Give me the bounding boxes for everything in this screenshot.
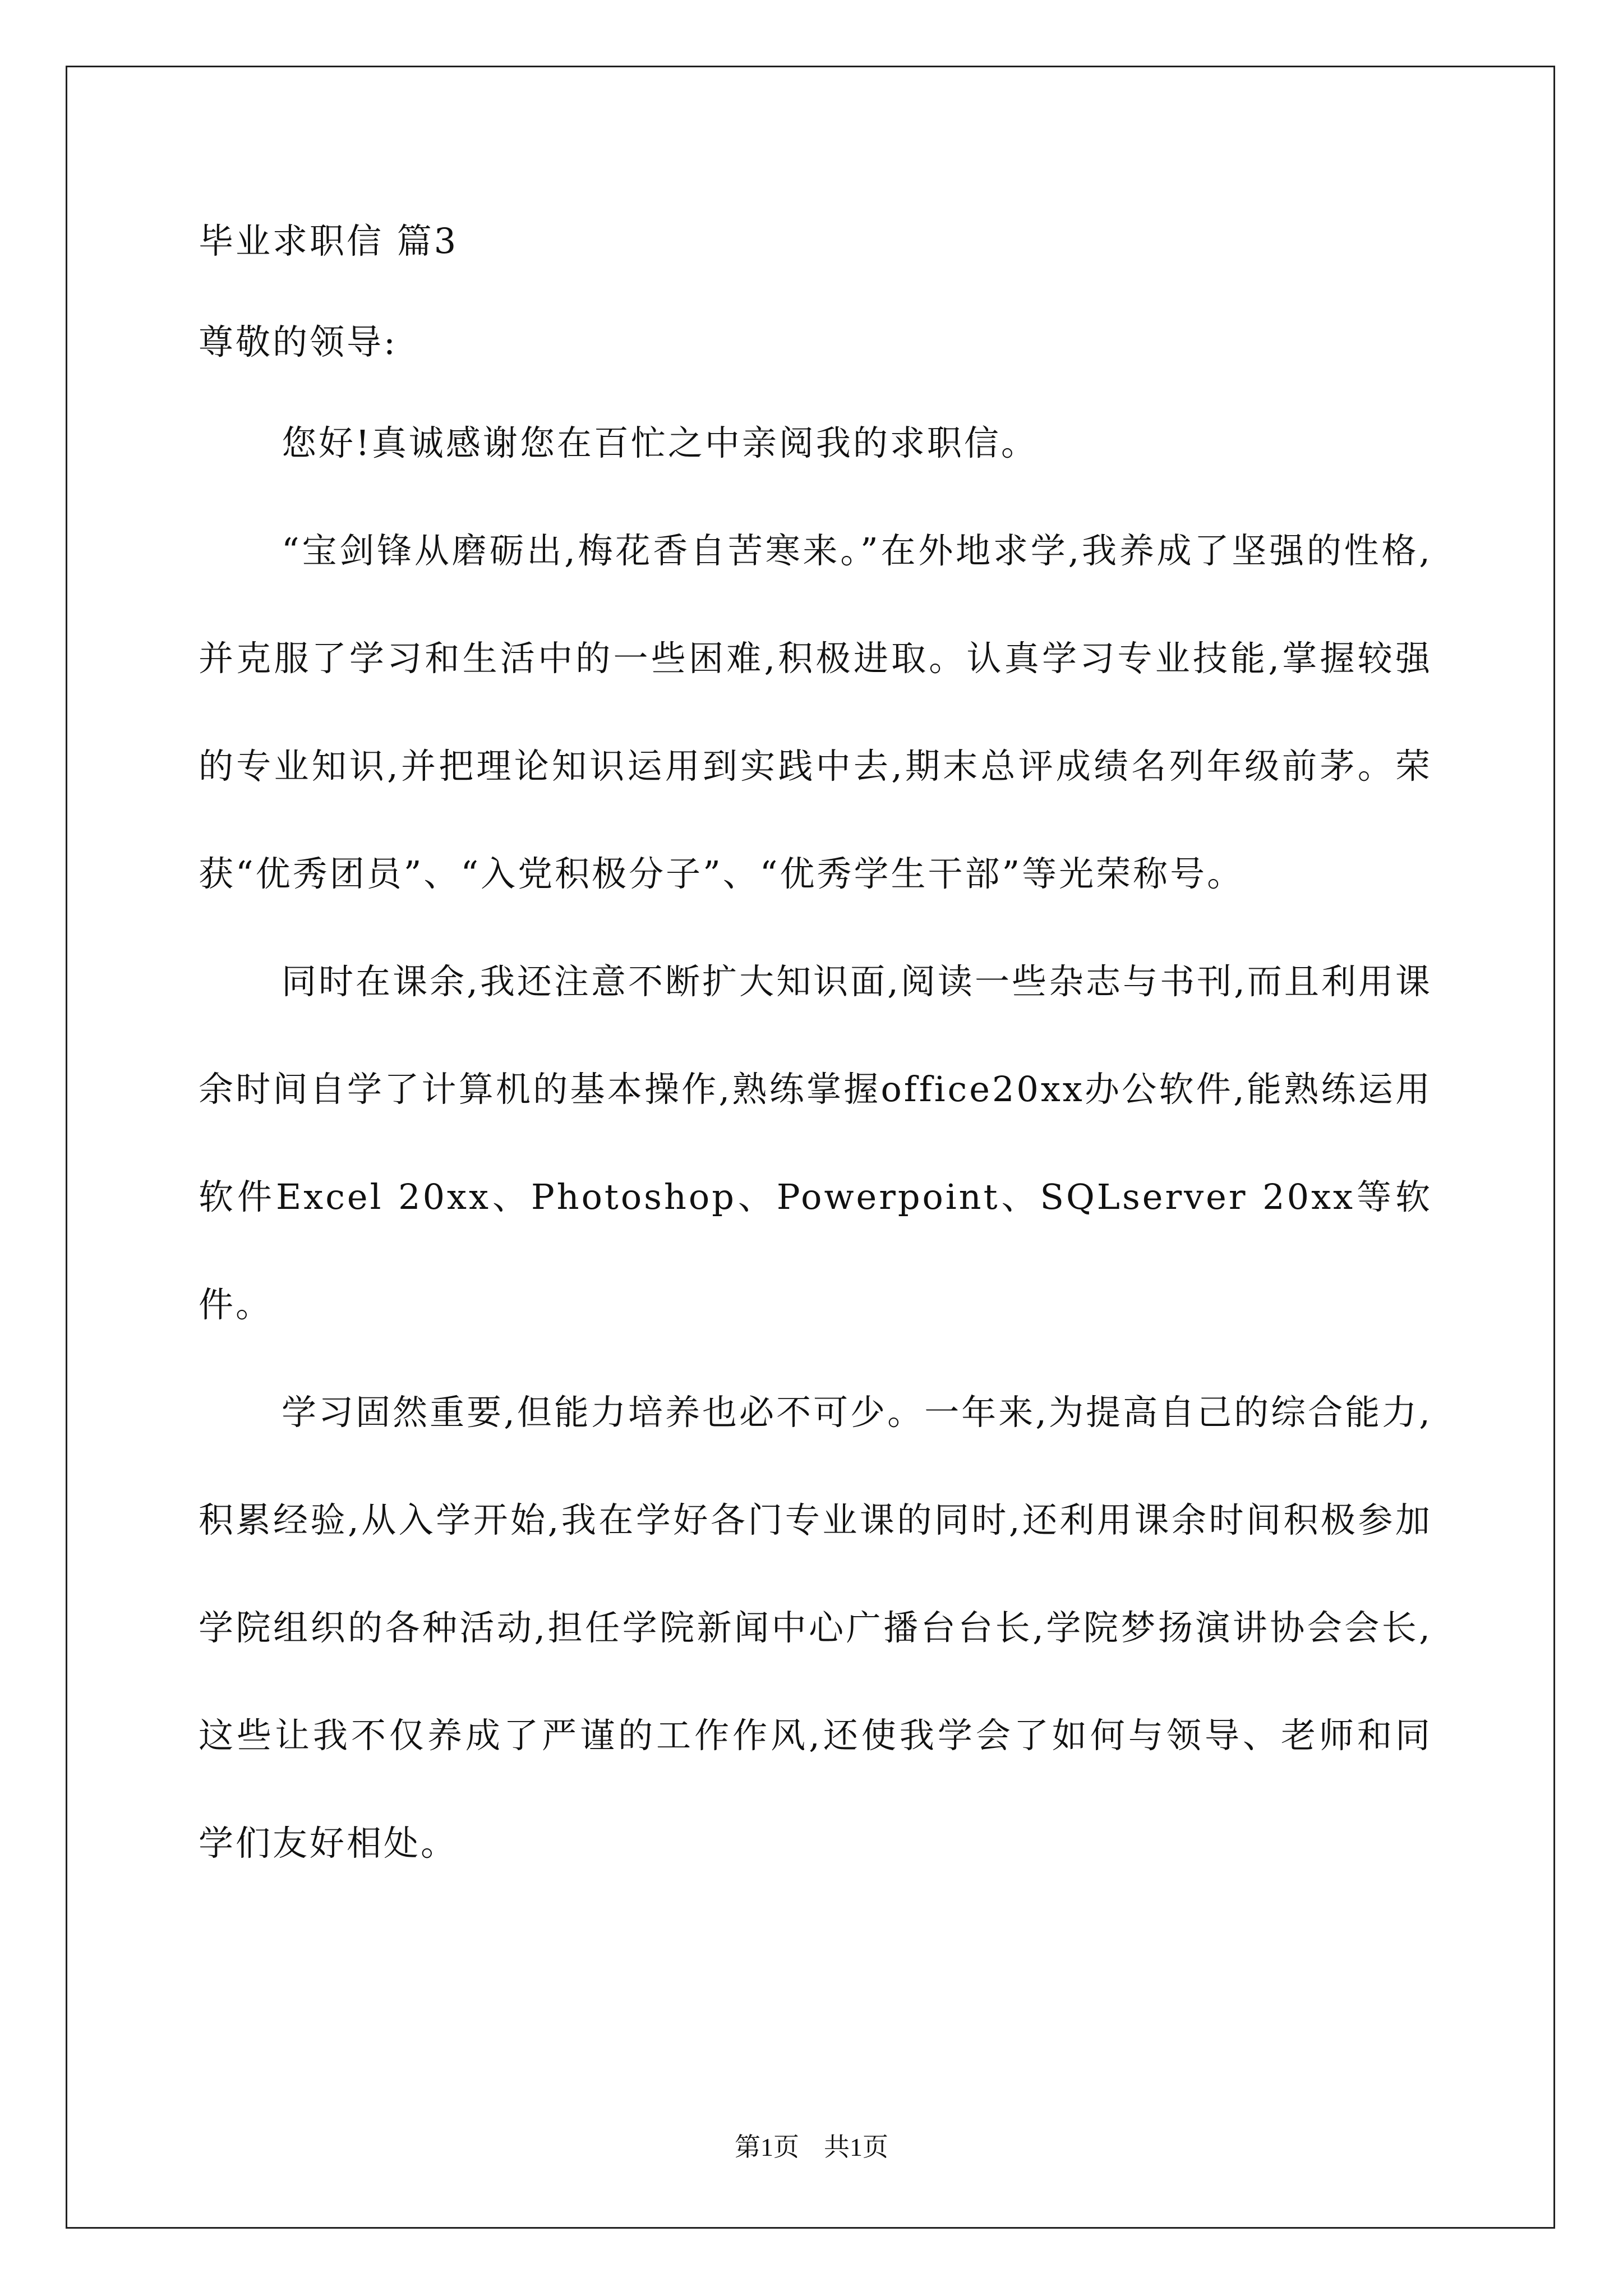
page-footer: [0, 2131, 1623, 2164]
letter-body: [199, 219, 1432, 1897]
page-number: 第1页: [735, 2133, 799, 2161]
page-total: 共1页: [824, 2133, 888, 2161]
document-title: 毕业求职信 篇3: [199, 220, 459, 261]
salutation: 尊敬的领导:: [199, 321, 398, 362]
paragraph-skills: 同时在课余,我还注意不断扩大知识面,阅读一些杂志与书刊,而且利用课余时间自学了计算机的基本操作,熟练掌握office20xx办公软件,能熟练运用软件Excel 20xx、Photoshop、Powerpoint、SQLserver 20xx等软件。: [199, 961, 1432, 1325]
paragraph-study: “宝剑锋从磨砺出,梅花香自苦寒来。”在外地求学,我养成了坚强的性格,并克服了学习和生活中的一些困难,积极进取。认真学习专业技能,掌握较强的专业知识,并把理论知识运用到实践中去,期末总评成绩名列年级前茅。荣获“优秀团员”、“入党积极分子”、“优秀学生干部”等光荣称号。: [199, 530, 1432, 894]
paragraph-greeting: 您好!真诚感谢您在百忙之中亲阅我的求职信。: [282, 422, 1038, 463]
paragraph-activities: 学习固然重要,但能力培养也必不可少。一年来,为提高自己的综合能力,积累经验,从入学开始,我在学好各门专业课的同时,还利用课余时间积极参加学院组织的各种活动,担任学院新闻中心广播台台长,学院梦扬演讲协会会长,这些让我不仅养成了严谨的工作作风,还使我学会了如何与领导、老师和同学们友好相处。: [199, 1392, 1432, 1864]
